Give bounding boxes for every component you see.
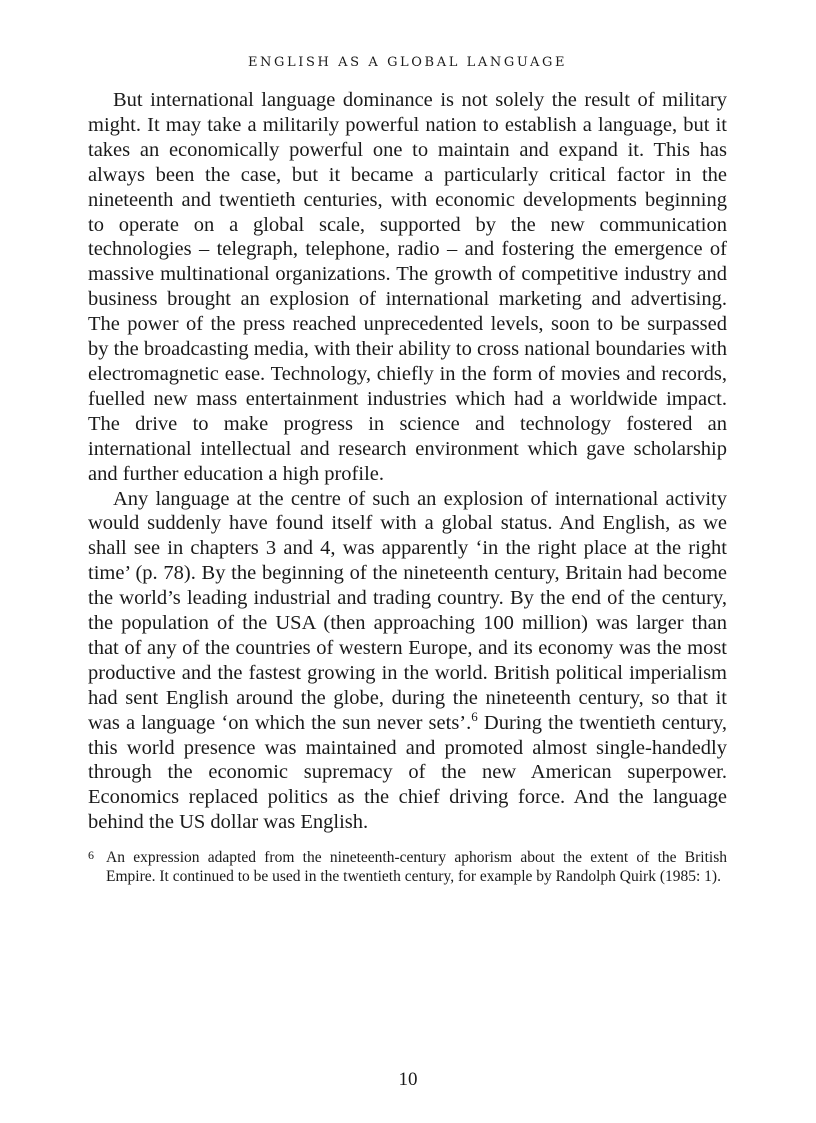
paragraph-2 (88, 487, 727, 836)
footnote (88, 849, 727, 886)
running-head: ENGLISH AS A GLOBAL LANGUAGE (247, 55, 568, 70)
footnote-text: An expression adapted from the nineteenth-century aphorism about the extent of the British Empire. It continued to be used in the twentieth century, for example by Randolph Quirk (1985: 1). (106, 849, 727, 885)
body-text (88, 88, 727, 835)
book-page (88, 54, 727, 886)
footnote-mark: 6 (88, 848, 94, 863)
paragraph-2-text-after-note: During the twentieth century, this world presence was maintained and promoted almost single-handedly through the economic supremacy of the new American superpower. Economics replaced politics as the chief driving force. And the language behind the US dollar was English. (88, 711, 727, 834)
paragraph-2-text-before-note: Any language at the centre of such an explosion of international activity would suddenly have found itself with a global status. And English, as we shall see in chapters 3 and 4, was apparently ‘in the right place at the right time’ (p. 78). By the beginning of the nineteenth century, Britain had become the world’s leading industrial and trading country. By the end of the century, the population of the USA (then approaching 100 million) was larger than that of any of the countries of western Europe, and its economy was the most productive and the fastest growing in the world. British political imperialism had sent English around the globe, during the nineteenth century, so that it was a language ‘on which the sun never sets’. (88, 487, 727, 734)
paragraph-1: But international language dominance is not solely the result of military might. It may take a militarily powerful nation to establish a language, but it takes an economically powerful one to maintain and expand it. This has always been the case, but it became a particularly critical factor in the nineteenth and twentieth centuries, with economic developments beginning to operate on a global scale, supported by the new communication technologies – telegraph, telephone, radio – and fostering the emergence of massive multinational organizations. The growth of competitive industry and business brought an explosion of international marketing and advertising. The power of the press reached unprecedented levels, soon to be surpassed by the broadcasting media, with their ability to cross national boundaries with electromagnetic ease. Technology, chiefly in the form of movies and records, fuelled new mass entertainment industries which had a worldwide impact. The drive to make progress in science and technology fostered an international intellectual and research environment which gave scholarship and further education a high profile. (88, 89, 727, 485)
footnote-reference: 6 (471, 708, 478, 724)
page-number: 10 (398, 1069, 418, 1090)
